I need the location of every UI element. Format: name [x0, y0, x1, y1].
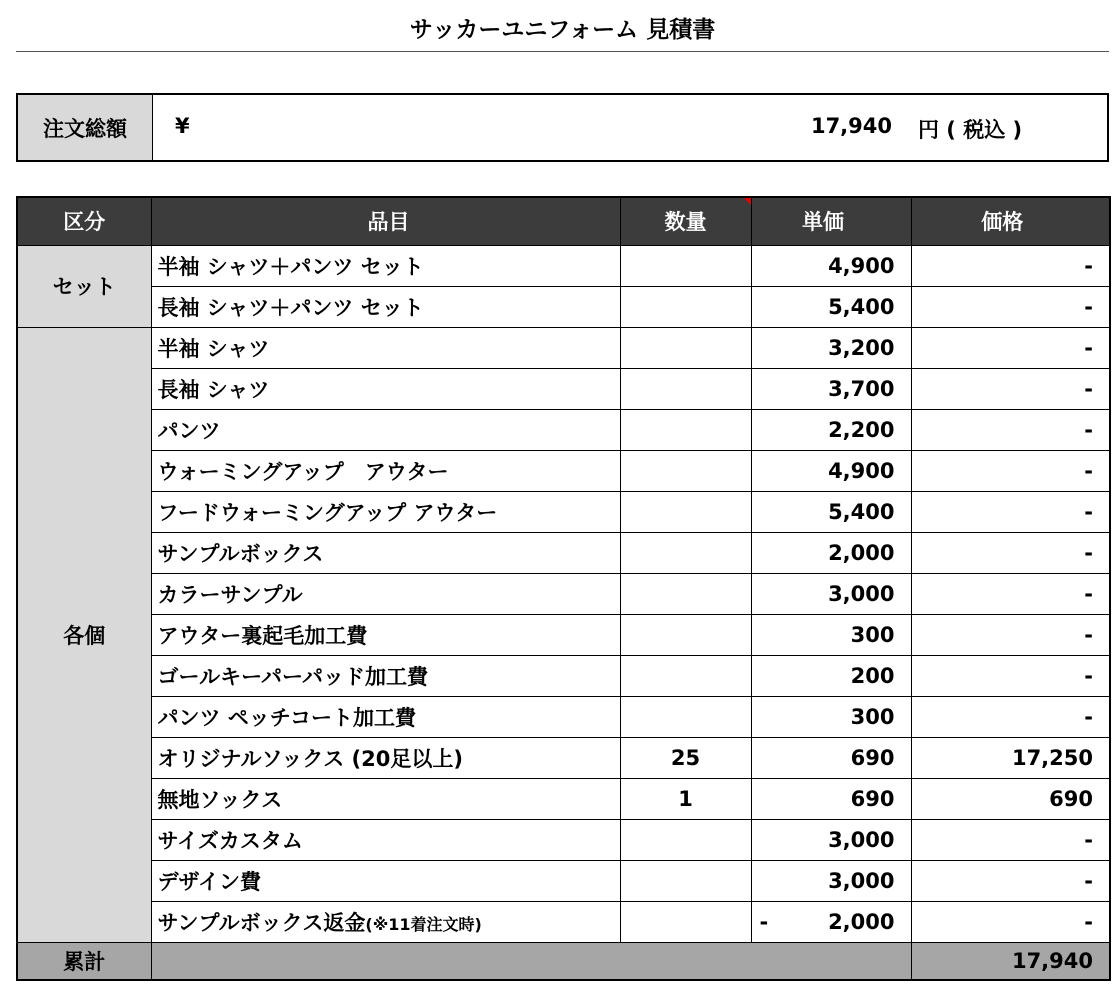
unit-price-value: 3,700 [828, 376, 895, 401]
item-cell[interactable] [151, 573, 620, 614]
unit-price-cell[interactable] [751, 655, 911, 696]
table-header-row [17, 197, 1110, 245]
unit-price-value: 2,000 [828, 909, 895, 934]
unit-price-cell[interactable] [751, 286, 911, 327]
unit-price-value: 4,900 [828, 253, 895, 278]
price-cell[interactable]: - [911, 614, 1110, 655]
table-row [17, 450, 1110, 491]
table-row [17, 614, 1110, 655]
unit-price-cell[interactable] [751, 696, 911, 737]
table-row [17, 737, 1110, 778]
price-cell[interactable]: - [911, 655, 1110, 696]
item-cell[interactable] [151, 245, 620, 286]
unit-price-cell[interactable] [751, 532, 911, 573]
unit-price-cell[interactable] [751, 614, 911, 655]
item-cell[interactable] [151, 696, 620, 737]
price-cell[interactable]: - [911, 286, 1110, 327]
quantity-cell[interactable] [620, 491, 751, 532]
unit-price-value: 690 [850, 786, 895, 811]
unit-price-value: 300 [850, 704, 895, 729]
price-cell[interactable]: 690 [911, 778, 1110, 819]
item-name: オリジナルソックス (20足以上) [157, 746, 463, 771]
price-cell[interactable]: 17,250 [911, 737, 1110, 778]
item-note: (※11着注文時) [365, 914, 482, 934]
price-cell[interactable]: - [911, 368, 1110, 409]
item-cell[interactable] [151, 901, 620, 942]
unit-price-cell[interactable] [751, 491, 911, 532]
title-underline [16, 51, 1109, 52]
unit-price-cell[interactable] [751, 368, 911, 409]
unit-price-value: 3,000 [828, 868, 895, 893]
quantity-cell[interactable] [620, 860, 751, 901]
unit-price-cell[interactable] [751, 245, 911, 286]
category-cell[interactable]: 各個 [17, 327, 151, 942]
price-cell[interactable]: - [911, 327, 1110, 368]
quantity-cell[interactable] [620, 409, 751, 450]
unit-price-value: 5,400 [828, 294, 895, 319]
quantity-cell[interactable] [620, 327, 751, 368]
quantity-cell[interactable] [620, 368, 751, 409]
price-cell[interactable]: - [911, 532, 1110, 573]
order-total-amount: 17,940 [810, 114, 892, 138]
header-item: 品目 [151, 197, 620, 245]
item-name: 半袖 シャツ [157, 336, 270, 361]
item-name: 長袖 シャツ＋パンツ セット [157, 295, 424, 320]
table-row [17, 778, 1110, 819]
price-cell[interactable]: - [911, 409, 1110, 450]
item-name: サイズカスタム [157, 828, 303, 853]
table-row [17, 368, 1110, 409]
unit-price-cell[interactable] [751, 860, 911, 901]
unit-price-cell[interactable] [751, 573, 911, 614]
item-name: カラーサンプル [157, 582, 303, 607]
quantity-cell[interactable]: 1 [620, 778, 751, 819]
table-row [17, 286, 1110, 327]
quantity-cell[interactable] [620, 696, 751, 737]
price-cell[interactable]: - [911, 860, 1110, 901]
summary-price[interactable]: 17,940 [911, 942, 1110, 980]
item-cell[interactable] [151, 286, 620, 327]
item-cell[interactable] [151, 532, 620, 573]
quantity-cell[interactable] [620, 614, 751, 655]
quantity-cell[interactable] [620, 450, 751, 491]
item-cell[interactable] [151, 860, 620, 901]
table-row [17, 409, 1110, 450]
quantity-cell[interactable] [620, 532, 751, 573]
unit-price-cell[interactable] [751, 450, 911, 491]
unit-price-value: 300 [850, 622, 895, 647]
quantity-cell[interactable] [620, 286, 751, 327]
order-total-label: 注文総額 [18, 95, 153, 160]
unit-price-value: 4,900 [828, 458, 895, 483]
item-name: ゴールキーパーパッド加工費 [157, 664, 428, 689]
table-row [17, 491, 1110, 532]
unit-price-value: 2,000 [828, 540, 895, 565]
unit-price-value: 200 [850, 663, 895, 688]
currency-symbol: ¥ [175, 114, 190, 138]
quantity-cell[interactable]: 25 [620, 737, 751, 778]
quantity-cell[interactable] [620, 655, 751, 696]
summary-blank [151, 942, 911, 980]
unit-price-cell[interactable] [751, 409, 911, 450]
unit-price-value: 2,200 [828, 417, 895, 442]
price-cell[interactable]: - [911, 901, 1110, 942]
page-title: サッカーユニフォーム 見積書 [409, 17, 716, 43]
quantity-cell[interactable] [620, 901, 751, 942]
quantity-cell[interactable] [620, 245, 751, 286]
price-cell[interactable]: - [911, 573, 1110, 614]
unit-price-value: 5,400 [828, 499, 895, 524]
table-row [17, 573, 1110, 614]
header-category: 区分 [17, 197, 151, 245]
item-name: パンツ ペッチコート加工費 [157, 705, 416, 730]
price-cell[interactable]: - [911, 819, 1110, 860]
header-quantity-label: 数量 [664, 210, 707, 235]
table-row [17, 696, 1110, 737]
header-quantity [620, 197, 751, 245]
item-cell[interactable] [151, 368, 620, 409]
table-row [17, 860, 1110, 901]
price-cell[interactable]: - [911, 245, 1110, 286]
unit-price-cell[interactable] [751, 778, 911, 819]
item-cell[interactable] [151, 614, 620, 655]
header-unit-price: 単価 [751, 197, 911, 245]
item-cell[interactable] [151, 450, 620, 491]
price-cell[interactable]: - [911, 450, 1110, 491]
table-row [17, 532, 1110, 573]
quantity-cell[interactable] [620, 573, 751, 614]
unit-price-cell[interactable] [751, 819, 911, 860]
item-cell[interactable] [151, 327, 620, 368]
unit-price-cell[interactable] [751, 737, 911, 778]
category-cell[interactable]: セット [17, 245, 151, 327]
item-name: サンプルボックス [157, 541, 324, 566]
item-name: フードウォーミングアップ アウター [157, 500, 498, 525]
price-cell[interactable]: - [911, 696, 1110, 737]
item-cell[interactable] [151, 409, 620, 450]
unit-price-value: 690 [850, 745, 895, 770]
order-total-unit: 円 ( 税込 ) [918, 118, 1023, 142]
order-total-value [153, 95, 1107, 160]
table-row [17, 655, 1110, 696]
order-total-box [16, 93, 1109, 162]
table-row [17, 901, 1110, 942]
table-row [17, 327, 1110, 368]
item-cell[interactable] [151, 778, 620, 819]
item-name: 長袖 シャツ [157, 377, 270, 402]
item-name: サンプルボックス返金 [157, 910, 366, 935]
unit-price-value: 3,200 [828, 335, 895, 360]
item-name: パンツ [157, 418, 221, 443]
item-cell[interactable] [151, 491, 620, 532]
estimate-table [16, 196, 1111, 981]
comment-marker-icon[interactable] [744, 198, 751, 205]
item-name: ウォーミングアップ アウター [157, 459, 449, 484]
item-name: 半袖 シャツ＋パンツ セット [157, 254, 424, 279]
unit-price-cell[interactable] [751, 901, 911, 942]
unit-price-value: 3,000 [828, 581, 895, 606]
header-price: 価格 [911, 197, 1110, 245]
item-cell[interactable] [151, 819, 620, 860]
item-name: 無地ソックス [157, 787, 283, 812]
minus-sign: - [759, 909, 769, 934]
summary-label: 累計 [17, 942, 151, 980]
table-row [17, 245, 1110, 286]
quantity-cell[interactable] [620, 819, 751, 860]
item-name: デザイン費 [157, 869, 262, 894]
item-cell[interactable] [151, 655, 620, 696]
table-row [17, 819, 1110, 860]
unit-price-value: 3,000 [828, 827, 895, 852]
price-cell[interactable]: - [911, 491, 1110, 532]
unit-price-cell[interactable] [751, 327, 911, 368]
item-name: アウター裏起毛加工費 [157, 623, 368, 648]
item-cell[interactable] [151, 737, 620, 778]
summary-row [17, 942, 1110, 980]
